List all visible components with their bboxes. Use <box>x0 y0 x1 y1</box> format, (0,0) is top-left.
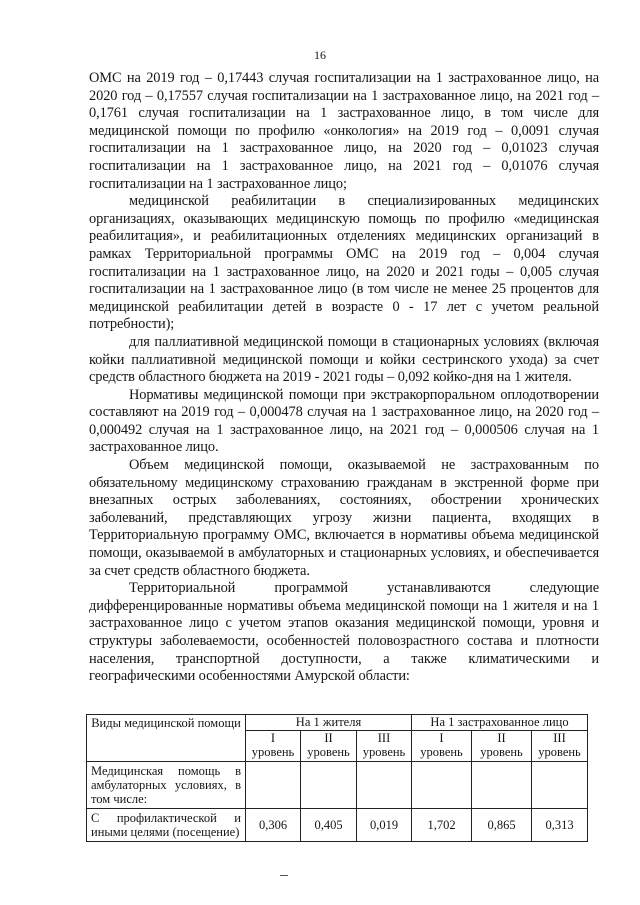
column-header-care-type: Виды медицинской помощи <box>87 715 246 762</box>
table-cell: 0,306 <box>246 809 301 842</box>
table-cell: 1,702 <box>412 809 472 842</box>
table-cell: 0,405 <box>301 809 357 842</box>
table-cell <box>357 762 412 809</box>
column-header-level: III уровень <box>532 731 588 762</box>
table-cell <box>532 762 588 809</box>
paragraph-rehabilitation: медицинской реабилитации в специализированных медицинских организациях, оказывающих медицинскую помощь по профилю «медицинская реабилитация», и реабилитационных отделениях медицинских организаций в рамках Территориальной программы ОМС на 2019 год – 0,004 случая госпитализации на 1 застрахованное лицо, на 2020 и 2021 годы – 0,005 случая госпитализации на 1 застрахованное лицо (в том числе не менее 25 процентов для медицинской реабилитации детей в возрасте 0 - 17 лет с учетом реальной потребности); <box>89 193 599 333</box>
column-group-per-insured: На 1 застрахованное лицо <box>412 715 588 731</box>
document-body <box>89 70 599 686</box>
table-cell: 0,019 <box>357 809 412 842</box>
paragraph-territorial-norms: Территориальной программой устанавливаются следующие дифференцированные нормативы объема медицинской помощи на 1 жителя и на 1 застрахованное лицо с учетом этапов оказания медицинской помощи, уровня и структуры заболеваемости, особенностей половозрастного состава и плотности населения, транспортной доступности, а также климатическими и географическими особенностями Амурской области: <box>89 580 599 685</box>
table-cell: 0,865 <box>472 809 532 842</box>
table-cell <box>412 762 472 809</box>
table-row <box>87 809 588 842</box>
column-header-level: II уровень <box>472 731 532 762</box>
table-cell: 0,313 <box>532 809 588 842</box>
column-header-level: I уровень <box>246 731 301 762</box>
paragraph-palliative: для паллиативной медицинской помощи в стационарных условиях (включая койки паллиативной медицинской помощи и койки сестринского ухода) за счет средств областного бюджета на 2019 - 2021 годы – 0,092 койко-дня на 1 жителя. <box>89 333 599 386</box>
column-group-per-resident: На 1 жителя <box>246 715 412 731</box>
row-label: С профилактической и иными целями (посещение) <box>87 809 246 842</box>
paragraph-uninsured: Объем медицинской помощи, оказываемой не застрахованным по обязательному медицинскому страхованию гражданам в экстренной форме при внезапных острых заболеваниях, состояниях, обострении хронических заболеваний, представляющих угрозу жизни пациента, входящих в Территориальную программу ОМС, включается в нормативы объема медицинской помощи, оказываемой в амбулаторных и стационарных условиях, и обеспечивается за счет средств областного бюджета. <box>89 457 599 579</box>
table-cell <box>246 762 301 809</box>
paragraph-ivf: Нормативы медицинской помощи при экстракорпоральном оплодотворении составляют на 2019 год – 0,000478 случая на 1 застрахованное лицо, на 2020 год – 0,000492 случая на 1 застрахованное лицо, на 2021 год – 0,000506 случая на 1 застрахованное лицо. <box>89 386 599 456</box>
table-cell <box>301 762 357 809</box>
row-label: Медицинская помощь в амбулаторных условиях, в том числе: <box>87 762 246 809</box>
care-volume-table <box>86 714 588 842</box>
column-header-level: III уровень <box>357 731 412 762</box>
paragraph-oms-hospitalization: ОМС на 2019 год – 0,17443 случая госпитализации на 1 застрахованное лицо, на 2020 год – 0,17557 случая госпитализации на 1 застрахованное лицо, на 2021 год – 0,1761 случая госпитализации на 1 застрахованное лицо, в том числе для медицинской помощи по профилю «онкология» на 2019 год – 0,0091 случая госпитализации на 1 застрахованное лицо, на 2020 год – 0,01023 случая госпитализации на 1 застрахованное лицо, на 2021 год – 0,01076 случая госпитализации на 1 застрахованное лицо; <box>89 70 599 192</box>
column-header-level: II уровень <box>301 731 357 762</box>
page-number: 16 <box>314 48 326 62</box>
table-row <box>87 762 588 809</box>
table-cell <box>472 762 532 809</box>
scan-mark <box>280 875 288 876</box>
column-header-level: I уровень <box>412 731 472 762</box>
